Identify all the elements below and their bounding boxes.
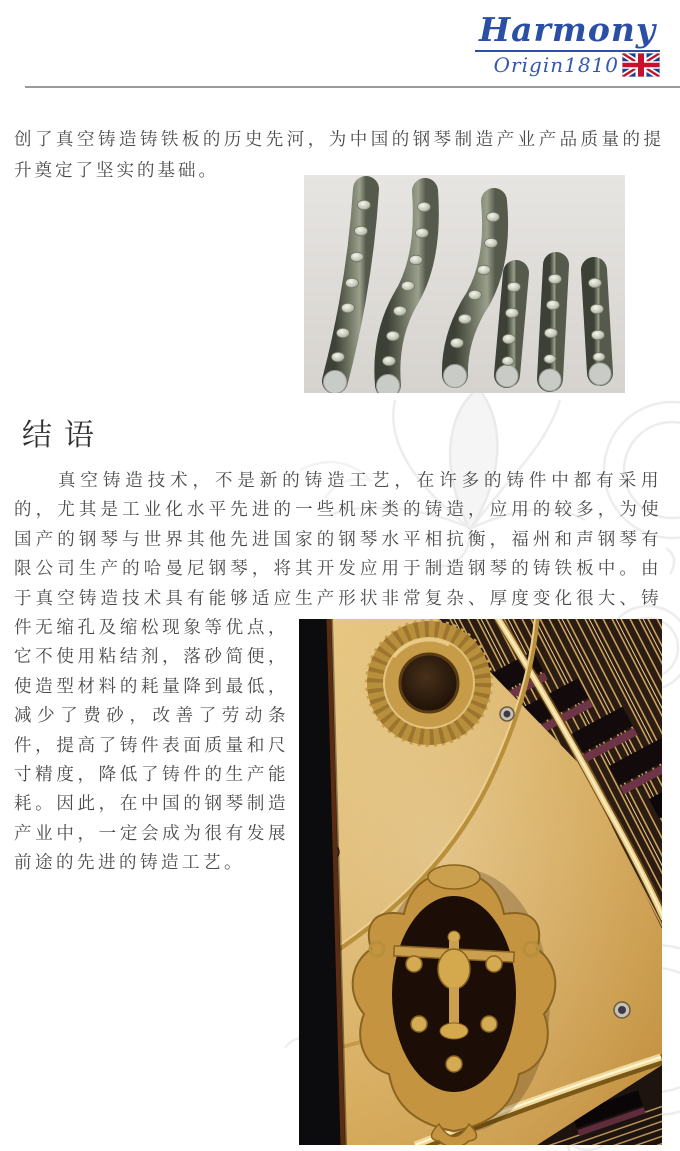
- brand-origin: Origin1810: [493, 53, 619, 77]
- brand-name: Harmony: [475, 12, 660, 52]
- conclusion-body-part2: 很大、铸件无缩孔及缩松现象等优点，它不使用粘结剂，落砂简便，使造型材料的耗量降到最低，减少了费砂，改善了劳动条件，提高了铸件表面质量和尺寸精度，降低了铸件的生产能耗。因此，在中国的钢琴制造产业中，一定会成为很有发展前途的先进的铸造工艺。: [14, 587, 663, 873]
- conclusion-body-part1: 真空铸造技术，不是新的铸造工艺，在许多的铸件中都有采用的，尤其是工业化水平先进的一些机床类的铸造，应用的较多，为使国产的钢琴与世界其他先进国家的钢琴水平相抗衡，福州和声钢琴有限公司生产的哈曼尼钢琴，将其开发应用于制造钢琴的铸铁板中。由于真空铸造技术具有能够适应生产形状非常复杂、厚度变化: [14, 470, 662, 608]
- conclusion-heading: 结语: [22, 419, 106, 452]
- uk-flag-icon: [622, 53, 660, 77]
- header-rule: [25, 86, 680, 88]
- conclusion-section: [14, 416, 662, 1145]
- conclusion-body: [14, 466, 662, 878]
- cast-iron-bars-photo: [304, 175, 625, 393]
- intro-paragraph: 创了真空铸造铸铁板的历史先河，为中国的钢琴制造产业产品质量的提升奠定了坚实的基础。: [14, 129, 664, 180]
- brand-logo: [475, 12, 660, 77]
- piano-plate-photo: [299, 619, 662, 1145]
